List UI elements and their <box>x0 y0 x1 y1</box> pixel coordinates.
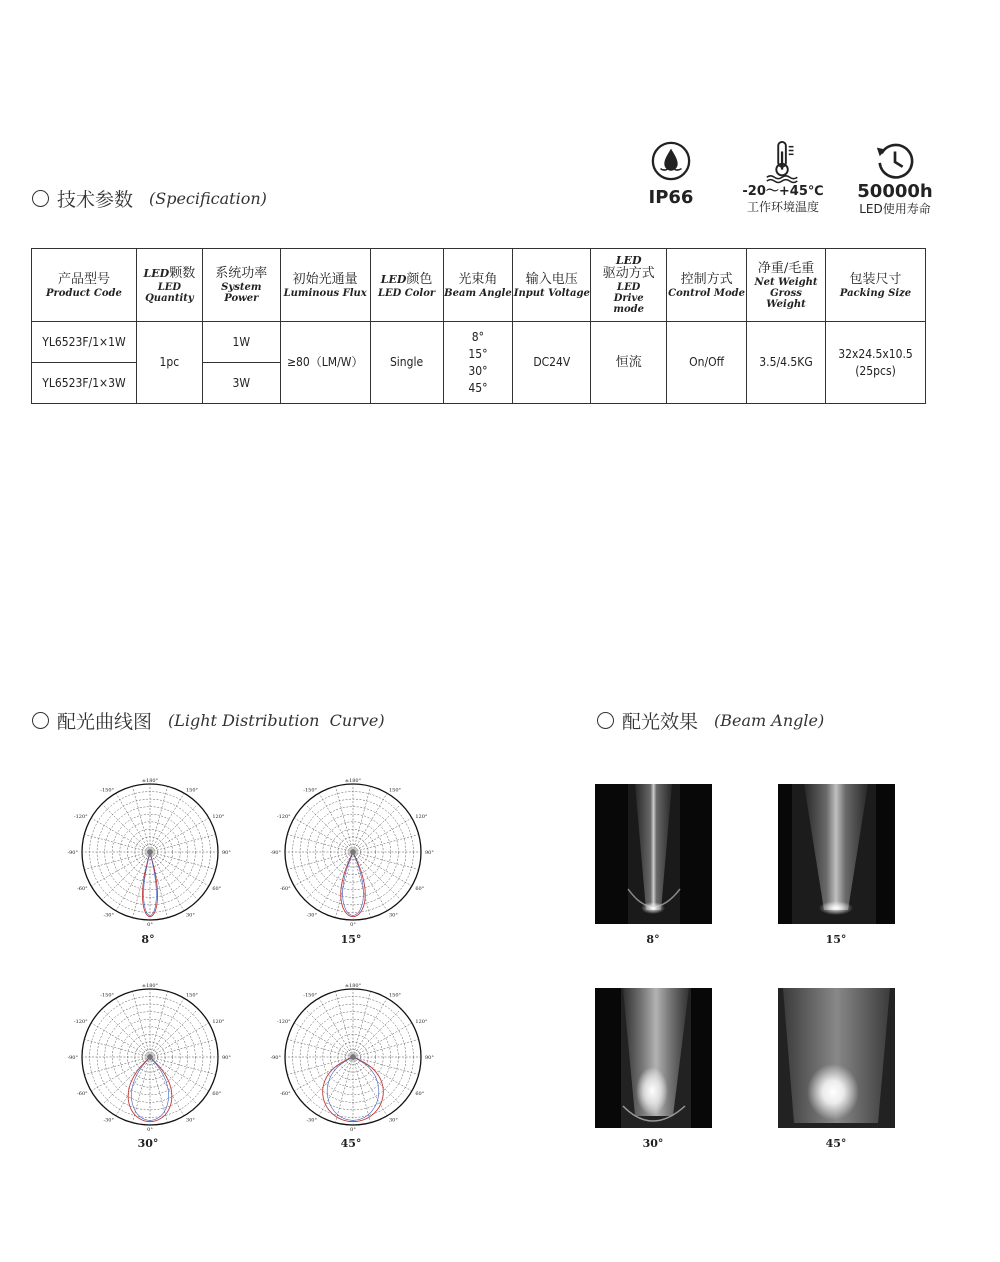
beam-45-svg <box>778 988 895 1128</box>
polar-angle-label: 150° <box>389 787 402 794</box>
polar-angle-label: -30° <box>306 1117 317 1124</box>
polar-spoke <box>150 1057 209 1091</box>
spec-table <box>31 248 926 404</box>
beam-caption: 30° <box>642 1137 664 1150</box>
polar-angle-label: 60° <box>415 886 425 892</box>
beam-15-svg <box>778 784 895 924</box>
curve-title-zh: 配光曲线图 <box>57 711 153 733</box>
polar-caption: 15° <box>340 933 362 946</box>
polar-angle-label: 0° <box>350 922 356 928</box>
polar-svg <box>67 774 231 930</box>
polar-angle-label: 30° <box>186 1117 195 1124</box>
polar-angle-label: -90° <box>270 1055 281 1061</box>
polar-spoke <box>353 804 401 852</box>
polar-angle-label: ±180° <box>141 983 159 989</box>
polar-angle-label: -60° <box>280 886 291 892</box>
polar-angle-label: 150° <box>389 992 402 999</box>
polar-angle-label: ±180° <box>141 778 159 784</box>
header-packing-size: 包装尺寸 Packing Size <box>825 249 925 322</box>
control-mode-cell: On/Off <box>667 322 747 404</box>
polar-svg <box>270 979 434 1135</box>
polar-angle-label: 30° <box>389 912 398 919</box>
polar-spoke <box>335 991 353 1057</box>
header-product-code: 产品型号 Product Code <box>32 249 137 322</box>
polar-angle-label: -120° <box>73 814 88 820</box>
polar-spoke <box>132 991 150 1057</box>
drive-mode-cell: 恒流 <box>591 322 667 404</box>
polar-angle-label: 120° <box>212 1019 225 1025</box>
polar-diagram-45 <box>270 979 434 1139</box>
polar-spoke <box>150 852 209 886</box>
system-power-cell: 1W <box>202 322 280 363</box>
polar-spoke <box>84 834 150 852</box>
beam-title-zh: 配光效果 <box>622 711 699 733</box>
lifespan-value: 50000h <box>857 181 933 202</box>
polar-spoke <box>353 1057 419 1075</box>
polar-spoke <box>353 834 419 852</box>
polar-diagram-8 <box>67 774 231 934</box>
product-code-cell: YL6523F/1×1W <box>32 322 137 363</box>
polar-angle-label: -150° <box>100 992 114 999</box>
polar-angle-label: -30° <box>306 912 317 919</box>
beam-title-en: (Beam Angle) <box>714 711 825 730</box>
polar-angle-label: 90° <box>425 1055 434 1061</box>
polar-angle-label: 60° <box>212 1091 222 1097</box>
polar-spoke <box>84 1039 150 1057</box>
led-quantity-cell: 1pc <box>136 322 202 404</box>
polar-spoke <box>353 786 371 852</box>
polar-spoke <box>353 991 371 1057</box>
polar-angle-label: 90° <box>222 1055 231 1061</box>
polar-spoke <box>150 991 168 1057</box>
beam-8-svg <box>595 784 712 924</box>
header-drive-mode: LED 驱动方式 LED Drive mode <box>591 249 667 322</box>
polar-center <box>147 849 153 855</box>
beam-caption: 15° <box>825 933 847 946</box>
polar-spoke <box>353 1009 401 1057</box>
beam-30-svg <box>595 988 712 1128</box>
header-led-color: LED颜色 LED Color <box>370 249 443 322</box>
polar-angle-label: -30° <box>103 1117 114 1124</box>
lifespan-badge <box>839 140 951 216</box>
polar-angle-label: 60° <box>415 1091 425 1097</box>
polar-spoke <box>305 804 353 852</box>
header-beam-angle: 光束角 Beam Angle <box>443 249 513 322</box>
polar-angle-label: 0° <box>147 922 153 928</box>
input-voltage-cell: DC24V <box>513 322 591 404</box>
polar-spoke <box>150 1009 198 1057</box>
polar-svg <box>270 774 434 930</box>
polar-spoke <box>150 786 168 852</box>
product-code-cell: YL6523F/1×3W <box>32 363 137 404</box>
polar-angle-label: -150° <box>303 992 317 999</box>
polar-center <box>350 849 356 855</box>
polar-spoke <box>150 852 216 870</box>
header-led-quantity: LED颗数 LED Quantity <box>136 249 202 322</box>
beam-caption: 45° <box>825 1137 847 1150</box>
polar-angle-label: 150° <box>186 787 199 794</box>
beam-photo-8 <box>595 784 712 924</box>
spec-title-zh: 技术参数 <box>57 189 134 211</box>
polar-spoke <box>132 786 150 852</box>
waterproof-drop-icon <box>650 140 692 182</box>
polar-diagram-15 <box>270 774 434 934</box>
polar-spoke <box>287 1057 353 1075</box>
polar-angle-label: -60° <box>77 886 88 892</box>
polar-angle-label: -60° <box>280 1091 291 1097</box>
beam-section-title <box>597 707 824 734</box>
temperature-label: 工作环境温度 <box>746 200 819 214</box>
polar-angle-label: ±180° <box>344 778 362 784</box>
bullet-circle-icon <box>32 190 49 207</box>
polar-spoke <box>84 852 150 870</box>
thermometer-icon <box>762 140 804 182</box>
packing-size-cell: 32x24.5x10.5 (25pcs) <box>825 322 925 404</box>
polar-spoke <box>102 1009 150 1057</box>
header-control-mode: 控制方式 Control Mode <box>667 249 747 322</box>
polar-angle-label: 60° <box>212 886 222 892</box>
polar-angle-label: -120° <box>276 1019 291 1025</box>
polar-spoke <box>353 852 401 900</box>
polar-spoke <box>102 804 150 852</box>
table-header-row <box>32 249 926 322</box>
ip-rating-value: IP66 <box>648 187 694 208</box>
polar-caption: 45° <box>340 1137 362 1150</box>
polar-spoke <box>150 1039 216 1057</box>
polar-spoke <box>132 1057 150 1123</box>
polar-angle-label: -90° <box>67 850 78 856</box>
polar-spoke <box>353 852 412 886</box>
table-row <box>32 322 926 363</box>
polar-angle-label: 120° <box>415 1019 428 1025</box>
polar-spoke <box>84 1057 150 1075</box>
polar-angle-label: ±180° <box>344 983 362 989</box>
polar-center <box>147 1054 153 1060</box>
bullet-circle-icon <box>597 712 614 729</box>
luminous-flux-cell: ≥80（LM/W） <box>280 322 370 404</box>
polar-spoke <box>305 852 353 900</box>
curve-section-title <box>32 707 385 734</box>
curve-title-en: (Light Distribution Curve) <box>168 711 385 730</box>
polar-angle-label: -150° <box>100 787 114 794</box>
polar-angle-label: -120° <box>73 1019 88 1025</box>
polar-spoke <box>335 786 353 852</box>
polar-angle-label: 30° <box>389 1117 398 1124</box>
polar-spoke <box>150 1057 168 1123</box>
header-luminous-flux: 初始光通量 Luminous Flux <box>280 249 370 322</box>
polar-angle-label: 120° <box>415 814 428 820</box>
polar-angle-label: 0° <box>350 1127 356 1133</box>
polar-spoke <box>287 834 353 852</box>
polar-diagram-30 <box>67 979 231 1139</box>
polar-svg <box>67 979 231 1135</box>
spec-title-en: (Specification) <box>149 189 267 208</box>
polar-spoke <box>150 834 216 852</box>
beam-photo-30 <box>595 988 712 1128</box>
led-color-cell: Single <box>370 322 443 404</box>
polar-angle-label: -90° <box>270 850 281 856</box>
polar-angle-label: 150° <box>186 992 199 999</box>
polar-angle-label: -90° <box>67 1055 78 1061</box>
polar-angle-label: 90° <box>222 850 231 856</box>
polar-angle-label: -120° <box>276 814 291 820</box>
polar-spoke <box>150 804 198 852</box>
polar-angle-label: 30° <box>186 912 195 919</box>
temperature-badge <box>727 140 839 216</box>
polar-spoke <box>150 1057 216 1075</box>
polar-angle-label: 0° <box>147 1127 153 1133</box>
weight-cell: 3.5/4.5KG <box>747 322 826 404</box>
polar-spoke <box>353 852 371 918</box>
polar-angle-label: 120° <box>212 814 225 820</box>
spec-section-title <box>32 185 267 212</box>
polar-spoke <box>353 1039 419 1057</box>
temperature-range: -20～+45℃ <box>742 184 824 199</box>
polar-angle-label: -30° <box>103 912 114 919</box>
polar-spoke <box>353 852 419 870</box>
system-power-cell: 3W <box>202 363 280 404</box>
beam-caption: 8° <box>646 933 660 946</box>
header-input-voltage: 输入电压 Input Voltage <box>513 249 591 322</box>
polar-center <box>350 1054 356 1060</box>
beam-photo-15 <box>778 784 895 924</box>
bullet-circle-icon <box>32 712 49 729</box>
polar-angle-label: -60° <box>77 1091 88 1097</box>
lifespan-label: LED使用寿命 <box>859 202 931 216</box>
polar-spoke <box>305 1009 353 1057</box>
beam-angle-cell: 8° 15° 30° 45° <box>443 322 513 404</box>
beam-photo-45 <box>778 988 895 1128</box>
header-weight: 净重/毛重 Net Weight Gross Weight <box>747 249 826 322</box>
ip-rating-badge <box>615 140 727 216</box>
polar-angle-label: -150° <box>303 787 317 794</box>
header-system-power: 系统功率 System Power <box>202 249 280 322</box>
polar-spoke <box>287 852 353 870</box>
polar-caption: 30° <box>137 1137 159 1150</box>
polar-angle-label: 90° <box>425 850 434 856</box>
clock-icon <box>874 140 916 182</box>
polar-spoke <box>335 852 353 918</box>
feature-badges <box>615 140 951 216</box>
polar-spoke <box>287 1039 353 1057</box>
polar-caption: 8° <box>141 933 155 946</box>
